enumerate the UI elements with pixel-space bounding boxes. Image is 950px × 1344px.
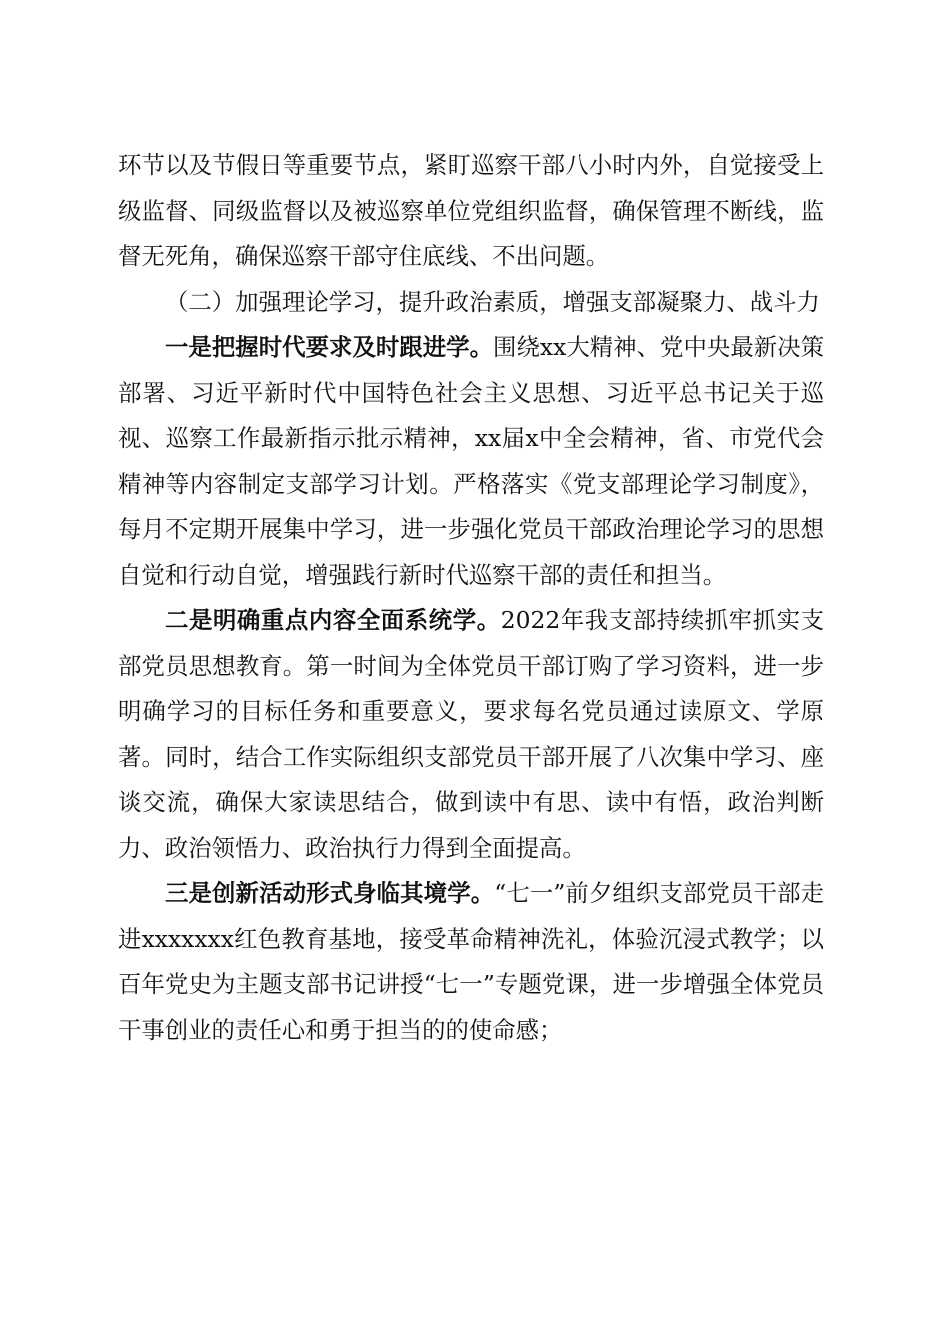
paragraph-study-2	[118, 598, 824, 871]
section-heading: （二）加强理论学习，提升政治素质，增强支部凝聚力、战斗力	[165, 287, 820, 316]
paragraph-lead: 三是创新活动形式身临其境学。	[165, 879, 495, 907]
paragraph-lead: 二是明确重点内容全面系统学。	[165, 606, 501, 634]
paragraph-study-1	[118, 325, 824, 598]
document-page	[118, 143, 824, 1053]
paragraph-study-3	[118, 871, 824, 1053]
paragraph-body: 围绕xx大精神、党中央最新决策部署、习近平新时代中国特色社会主义思想、习近平总书记关于巡视、巡察工作最新指示批示精神，xx届x中全会精神，省、市党代会精神等内容制定支部学习计划。严格落实《党支部理论学习制度》，每月不定期开展集中学习，进一步强化党员干部政治理论学习的思想自觉和行动自觉，增强践行新时代巡察干部的责任和担当。	[118, 333, 825, 589]
paragraph-body: “七一”前夕组织支部党员干部走进xxxxxxx红色教育基地，接受革命精神洗礼，体验沉浸式教学；以百年党史为主题支部书记讲授“七一”专题党课，进一步增强全体党员干事创业的责任心和勇于担当的的使命感；	[118, 879, 824, 1044]
paragraph-continued: 环节以及节假日等重要节点，紧盯巡察干部八小时内外，自觉接受上级监督、同级监督以及被巡察单位党组织监督，确保管理不断线，监督无死角，确保巡察干部守住底线、不出问题。	[118, 151, 824, 270]
paragraph-lead: 一是把握时代要求及时跟进学。	[165, 333, 494, 361]
paragraph-body: 2022年我支部持续抓牢抓实支部党员思想教育。第一时间为全体党员干部订购了学习资料，进一步明确学习的目标任务和重要意义，要求每名党员通过读原文、学原著。同时，结合工作实际组织支部党员干部开展了八次集中学习、座谈交流，确保大家读思结合，做到读中有思、读中有悟，政治判断力、政治领悟力、政治执行力得到全面提高。	[118, 606, 824, 862]
